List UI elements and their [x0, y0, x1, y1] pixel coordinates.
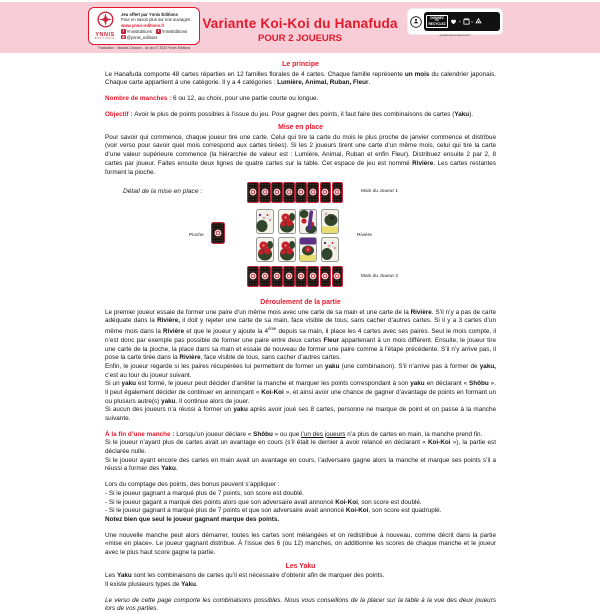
- text-segment: après avoir joué ses 8 cartes, personne ne marque de point et on passe à la manche suivante.: [105, 406, 497, 423]
- text-segment: ème: [268, 326, 277, 332]
- recycle-recyclez: RECYCLEZ: [428, 21, 446, 26]
- paragraph: [105, 134, 496, 177]
- ynnis-logo-subtext: ÉDITIONS: [94, 37, 116, 41]
- credit-url: www.ynnis-editions.fr: [121, 22, 165, 28]
- hanafuda-card-back: [320, 266, 332, 287]
- page-title: Variante Koi-Koi du Hanafuda: [202, 16, 398, 31]
- rules-bottom-blocks: [105, 299, 496, 614]
- rules-top-blocks: [105, 61, 496, 177]
- text-segment: Shôbu: [469, 380, 489, 388]
- text-segment: . Les cartes restantes forment la pioche.: [105, 159, 496, 176]
- hanafuda-card-back: [271, 266, 283, 287]
- text-segment: Le verso de cette page comporte les combinaisons possibles. Nous vous conseillons de la placer sur la table à la vue des deux joueurs lors de vos parties.: [105, 596, 496, 613]
- paragraph: [105, 439, 496, 456]
- paragraph: [105, 380, 496, 406]
- paragraph: [105, 363, 496, 380]
- text-segment: il doit y rejeter une carte de sa main, face visible de tous, sans cacher d’autres cartes. Si il y a 3 cartes d’un même mois dans la: [105, 317, 496, 336]
- text-segment: Koi-Koi: [261, 388, 284, 396]
- instagram-icon: ◎: [121, 34, 125, 39]
- text-segment: en déclarant «: [424, 380, 470, 388]
- section-heading: Déroulement de la partie: [260, 299, 341, 307]
- paragraph: [105, 572, 496, 581]
- text-segment: du calendrier japonais. Chaque carte appartient à une catégorie. Il y a 4 catégories :: [105, 70, 497, 87]
- twitter-icon: t: [157, 28, 159, 33]
- paragraph: [105, 95, 496, 104]
- text-segment: Shôbu: [253, 430, 273, 438]
- paragraph: [105, 481, 496, 490]
- text-segment: (une combinaison). S’il n’arrive pas à former de: [339, 362, 480, 370]
- paragraph: [105, 406, 496, 423]
- section-heading: Le principe: [282, 61, 319, 68]
- text-segment: Yaku: [181, 580, 196, 588]
- translation-credit: Traduction : Nicolas Chason - Un jeu © 2023 Ynnis Éditions: [97, 46, 191, 50]
- hanafuda-card-back: [271, 182, 283, 203]
- paragraph: [105, 516, 496, 525]
- hanafuda-card-back: [295, 182, 307, 203]
- hanafuda-card-back: [283, 182, 295, 203]
- text-segment: , son score est quadruplé.: [368, 507, 442, 515]
- paragraph: [105, 309, 496, 363]
- text-segment: .: [175, 465, 178, 473]
- text-segment: Si aucun des joueurs n’a réussi à former un: [105, 406, 234, 414]
- hanafuda-card-face: [256, 209, 274, 234]
- text-segment: - Si le joueur gagnant a marqué plus de 7 points, son score est doublé.: [105, 489, 304, 497]
- text-segment: Si un: [105, 380, 122, 388]
- text-segment: yaku: [410, 380, 425, 388]
- text-segment: yaku: [324, 362, 340, 370]
- text-segment: Les: [105, 572, 117, 580]
- paragraph: [105, 507, 496, 516]
- paragraph: [105, 431, 496, 440]
- text-segment: Lumière, Animal, Ruban, Fleur: [277, 79, 369, 87]
- section-heading: Les Yaku: [285, 562, 316, 570]
- hanafuda-card-back: [320, 182, 332, 203]
- text-segment: , son score est doublé.: [357, 498, 422, 506]
- text-segment: , face visible de tous, sans cacher d’autres cartes.: [200, 354, 341, 362]
- hanafuda-card-face: [299, 209, 317, 234]
- text-segment: sont les combinaisons de cartes qu’il est nécessaire d’obtenir afin de marquer des points.: [131, 572, 385, 580]
- hanafuda-card-face: [278, 209, 296, 234]
- text-segment: Koi-Koi: [345, 507, 369, 515]
- text-segment: appartenant à un mois différent. Ensuite, le joueur tire une carte de la pioche, la place dans sa main et essaie de nouveau de former une paire comme à l’étape précédente. S’il n’y arrive pas, il pose la carte tirée dans la: [105, 336, 496, 362]
- hanafuda-card-back: [307, 182, 319, 203]
- paragraph: [105, 532, 496, 558]
- text-segment: » ou que: [272, 430, 302, 438]
- text-segment: - Si le joueur gagnant a marqué plus de 7 points et que son adversaire avait annoncé: [105, 507, 346, 515]
- text-segment: Si le joueur n’ayant plus de cartes avait un avantage en cours (s’il était le dernier à avoir relancé en déclarant «: [105, 439, 428, 447]
- draw-pile-label: Pioche: [189, 233, 204, 239]
- paragraph: [105, 499, 496, 508]
- text-segment: », et ainsi avoir une chance de gagner d’avantage de points en formant un ou plusiurs autre(s): [105, 388, 497, 405]
- text-segment: yaku: [121, 380, 137, 388]
- rules-body: [105, 56, 496, 614]
- text-segment: yaku,: [479, 362, 497, 370]
- river-cards: [256, 209, 339, 262]
- facebook-handle: f YnnisEditions: [122, 28, 152, 34]
- text-segment: »), la partie est déclarée nulle.: [105, 439, 496, 456]
- text-segment: . Il continue alors de jouer.: [175, 397, 250, 405]
- text-segment: ». Il peut également décider de continuer en annonçant «: [105, 380, 496, 396]
- hanafuda-card-back: [283, 266, 295, 287]
- river-label: Rivière: [357, 233, 372, 239]
- hanafuda-card-back: [307, 266, 319, 287]
- text-segment: n’a plus de cartes en main, la manche prend fin.: [345, 430, 483, 438]
- text-segment: Si le joueur ayant encore des cartes en main avait un avantage en cours, l’adversaire gagne alors la manche et marque ses points s’il a réussi a former des: [105, 456, 496, 473]
- text-segment: Rivière: [410, 308, 432, 316]
- ynnis-logo-text: YNNIS: [95, 31, 115, 38]
- paragraph: [105, 597, 496, 614]
- text-segment: Le premier joueur essaie de former une paire d’un même mois avec une carte de sa main et une carte de la: [105, 308, 411, 316]
- text-segment: Rivière: [412, 159, 434, 167]
- player1-hand-label: Main du Joueur 1: [361, 189, 399, 195]
- recycle-ou: OU: [435, 19, 439, 23]
- player2-hand-label: Main du Joueur 2: [361, 274, 399, 280]
- text-segment: Il existe plusieurs types de: [105, 580, 182, 588]
- hanafuda-card-back: [332, 182, 344, 203]
- text-segment: ).: [469, 110, 474, 118]
- recycle-caption: quefairedemesdechets.fr: [439, 33, 471, 37]
- hanafuda-card-back: [259, 266, 271, 287]
- text-segment: depuis sa main, il place les 4 cartes avec ses paires. Seul le mois compte, il n’est donc par exemple pas possible de former une paire entre deux cartes: [105, 328, 497, 344]
- text-segment: - Si le joueur gagant a marqué des points alors que son adversaire avait annoncé: [105, 498, 336, 506]
- text-segment: c’est au tour du joueur suivant.: [105, 371, 192, 379]
- player1-hand-cards: [247, 182, 343, 203]
- donate-icon: [450, 18, 457, 25]
- draw-pile-card: [211, 222, 225, 244]
- text-segment: et que le joueur y ajoute la 4: [184, 328, 269, 336]
- text-segment: Rivière: [179, 354, 201, 362]
- recycle-badge: [407, 8, 503, 35]
- text-segment: un mois: [404, 70, 430, 78]
- text-segment: Enfin, le joueur regarde si les paires récupérées lui permettent de former un: [105, 362, 325, 370]
- hanafuda-card-back: [332, 266, 344, 287]
- recycle-arrows-icon: [475, 18, 482, 25]
- text-segment: yaku: [233, 406, 248, 414]
- hanafuda-card-back: [247, 266, 259, 287]
- section-heading: Mise en place: [278, 124, 323, 132]
- text-segment: Objectif :: [105, 110, 135, 118]
- text-segment: Le Hanafuda comporte 48 cartes réparties en 12 familles florales de 4 cartes. Chaque famille représente: [105, 70, 405, 78]
- text-segment: Koi-Koi: [427, 439, 451, 447]
- triman-icon: [410, 16, 422, 28]
- text-segment: Lors du comptage des points, des bonus peuvent s’appliquer :: [105, 481, 280, 489]
- player2-hand-cards: [247, 266, 343, 287]
- text-segment: Pour savoir qui commence, chaque joueur tire une carte. Celui qui tire la carte du mois le plus proche de janvier commence et distribue (voir verso pour savoir quel mois correspond aux cartes tirées). Si les 2 joueurs tirent une carte d’un même mois, celui qui tire la carte d’une valeur supérieure commence (la hiérarchie de valeur est : Lumière, Animal, Ruban et enfin Fleur). Distribuez ensuite 2 par 2, 8 cartes par joueur. Faites ensuite deux lignes de quatre cartes sur la table. Cet espace de jeu est nommé: [105, 133, 496, 167]
- diagram-caption: Détail de la mise en place :: [123, 188, 203, 196]
- hanafuda-card-face: [278, 237, 296, 262]
- text-segment: Rivière: [162, 328, 185, 336]
- text-segment: Koi-Koi: [335, 498, 358, 506]
- text-segment: .: [195, 580, 198, 588]
- paragraph: [105, 71, 496, 88]
- recycle-donnez: DONNEZ: [430, 15, 444, 20]
- hanafuda-card-face: [321, 209, 339, 234]
- paragraph: [105, 457, 496, 474]
- recycle-pill: DONNEZ OU RECYCLEZ + =: [424, 12, 500, 31]
- page-subtitle: POUR 2 JOUEURS: [258, 33, 342, 44]
- text-segment: Yaku: [117, 572, 132, 580]
- text-segment: Notez bien que seul le joueur gagnant marque des points.: [105, 515, 280, 523]
- paragraph: [105, 581, 496, 590]
- text-segment: Lorsqu’un joueur déclare «: [176, 430, 254, 438]
- text-segment: Yaku: [454, 110, 470, 118]
- setup-diagram: [105, 182, 496, 294]
- text-segment: Une nouvelle manche peut alors démarrer, toutes les cartes sont mélangées et on redistribue à nouveau, comme décrit dans la partie «mise en place». Le joueur gagnant distribue. À l’issue des 6 (ou 12) manches, on additionne les scores de chaque manche et le joueur avec le plus haut score gagne la partie.: [105, 531, 496, 556]
- text-segment: Nombre de manches :: [105, 94, 174, 102]
- hanafuda-card-back: [247, 182, 259, 203]
- credit-offer-line: Jeu offert par Ynnis Éditions: [121, 12, 178, 18]
- hanafuda-card-back: [259, 182, 271, 203]
- text-segment: . S’il n’y a pas de carte adéquate dans la: [105, 308, 496, 325]
- text-segment: 6 ou 12, au choix, pour une partie courte ou longue.: [173, 94, 319, 102]
- text-segment: l’un des joueurs: [301, 430, 346, 438]
- hanafuda-card-face: [256, 237, 274, 262]
- twitter-handle: t YnnisEditions: [157, 28, 188, 34]
- text-segment: Avoir le plus de points possibles à l’issue du jeu. Pour gagner des points, il faut faire des combinaisons de cartes (: [134, 110, 455, 118]
- text-segment: À la fin d’une manche :: [105, 430, 177, 438]
- instagram-handle: ◎ @ynnis_editions: [121, 34, 158, 40]
- paragraph: [105, 490, 496, 499]
- text-segment: Yaku: [161, 465, 176, 473]
- credit-more-line: Pour en savoir plus sur nos ouvrages :: [121, 17, 193, 23]
- hanafuda-card-face: [299, 237, 317, 262]
- facebook-icon: f: [122, 28, 124, 33]
- text-segment: yaku: [161, 397, 176, 405]
- text-segment: Rivière,: [157, 317, 180, 325]
- text-segment: est formé, le joueur peut décider d’arrêter la manche et marquer les points correspondant à son: [136, 380, 411, 388]
- hanafuda-card-face: [321, 237, 339, 262]
- bin-icon: [463, 18, 470, 25]
- paragraph: [105, 111, 496, 120]
- text-segment: Fleur: [323, 336, 340, 344]
- text-segment: .: [368, 79, 371, 87]
- hanafuda-card-back: [295, 266, 307, 287]
